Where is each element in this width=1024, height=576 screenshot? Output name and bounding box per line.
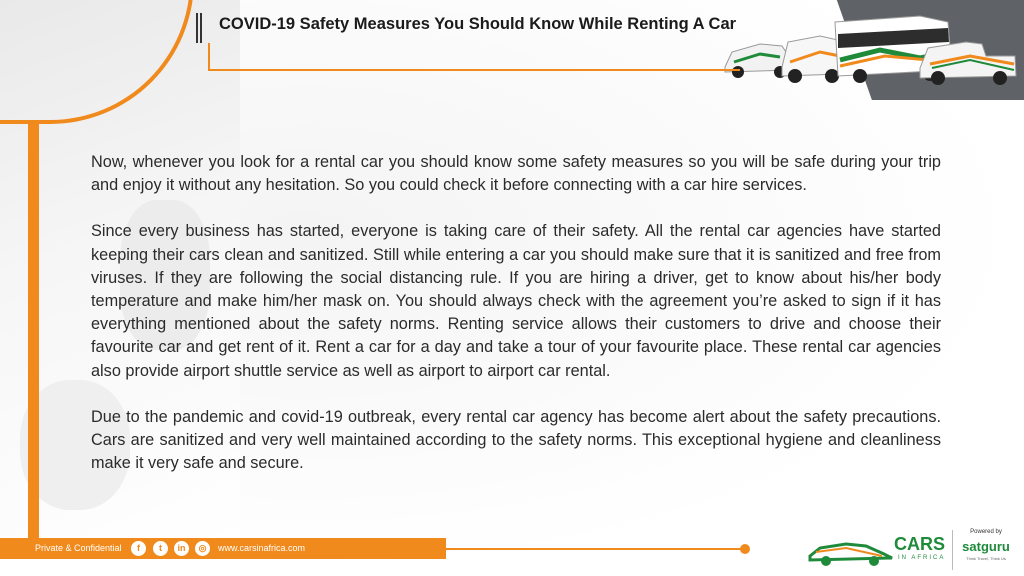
page-title: COVID-19 Safety Measures You Should Know While Renting A Car — [219, 15, 737, 33]
partner-name: satguru — [962, 539, 1010, 554]
cars-illustration — [720, 12, 1020, 92]
footer-dot — [740, 544, 750, 554]
cars-fleet-image — [720, 12, 1020, 92]
paragraph-3: Due to the pandemic and covid-19 outbreak, every rental car agency has become alert about the safety precautions. Cars are sanitized and very well maintained according to the safety norms. This exceptional hygiene and cleanliness make it very safe and secure. — [91, 407, 941, 473]
confidential-label: Private & Confidential — [35, 543, 122, 553]
twitter-icon[interactable]: t — [153, 541, 168, 556]
carsinafrica-logo — [806, 530, 946, 570]
website-link[interactable]: www.carsinafrica.com — [218, 543, 306, 553]
logo-brand-sub: IN AFRICA — [898, 555, 946, 561]
footer-line — [446, 548, 742, 550]
marker-line — [196, 13, 198, 43]
title-connector — [208, 43, 210, 71]
title-rule — [208, 69, 740, 71]
powered-by-label: Powered by — [970, 529, 1002, 535]
linkedin-icon[interactable]: in — [174, 541, 189, 556]
car-logo-icon — [806, 530, 896, 570]
marker-line — [200, 13, 202, 43]
paragraph-1: Now, whenever you look for a rental car you should know some safety measures so you will be safe during your trip and enjoy it without any hesitation. So you could check it before connecting with a car hire services. — [91, 153, 941, 195]
article-body — [91, 151, 941, 498]
facebook-icon[interactable]: f — [131, 541, 146, 556]
title-marker — [196, 13, 202, 43]
satguru-logo — [956, 529, 1016, 573]
decorative-bar — [28, 120, 39, 540]
logo-separator — [952, 530, 953, 570]
logo-brand-main: CARS — [894, 534, 946, 554]
partner-tagline: Think Travel, Think Us — [966, 556, 1006, 561]
paragraph-2: Since every business has started, everyone is taking care of their safety. All the rental car agencies have started keeping their cars clean and sanitized. Still while entering a car you should make sure that it is sanitized and free from viruses. If they are following the social distancing rule. If you are hiring a driver, get to know about his/her body temperature and make him/her mask on. You should always check with the agreement you’re asked to sign if it has everything mentioned about the safety norms. Renting service allows their customers to drive and choose their favourite car and get rent of it. Rent a car for a day and take a tour of your favourite place. These rental car agencies also provide airport shuttle service as well as airport to airport car rental. — [91, 222, 941, 380]
instagram-icon[interactable]: ◎ — [195, 541, 210, 556]
